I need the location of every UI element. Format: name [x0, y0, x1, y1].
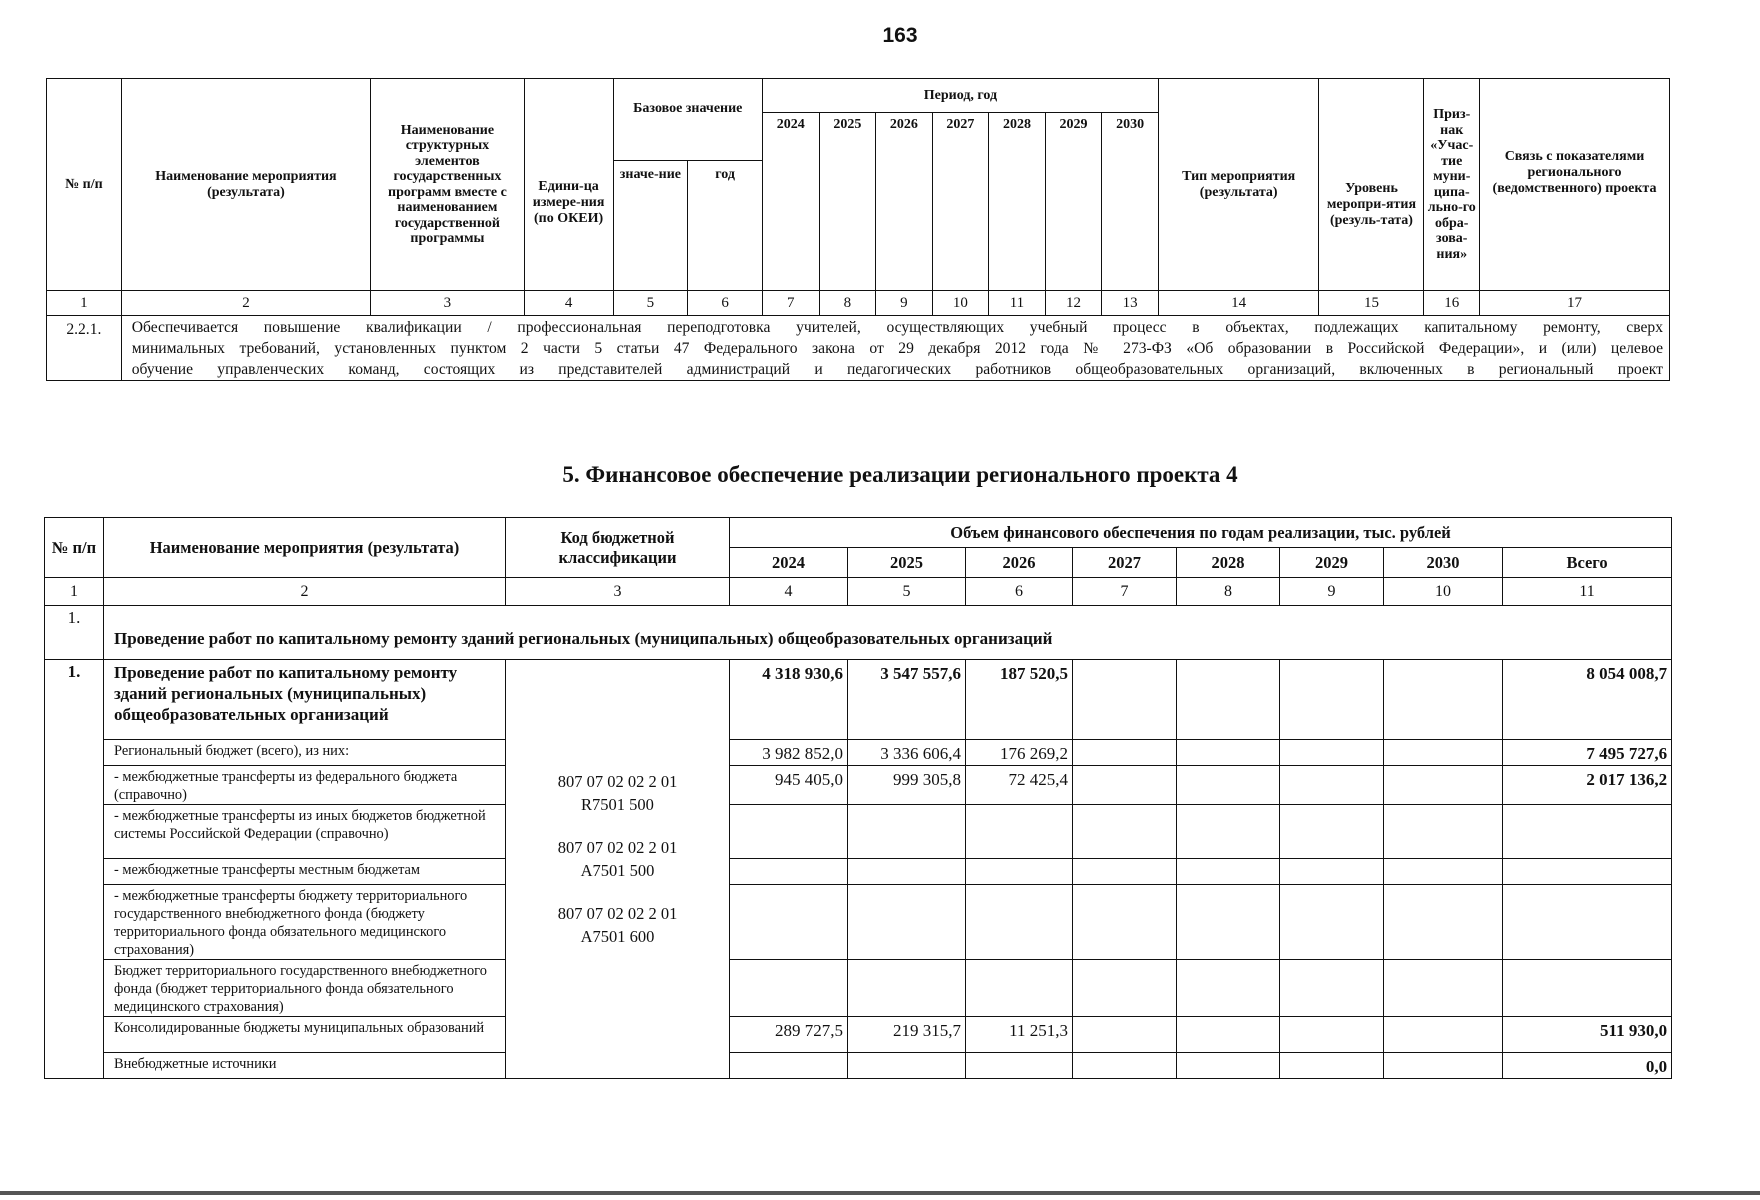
t2-row — [45, 960, 1672, 1017]
t2-value-v2027 — [1073, 1017, 1177, 1053]
t1-header-base-year: год — [688, 161, 763, 291]
t1-col-number: 3 — [371, 291, 525, 316]
t2-value-v2025 — [848, 859, 966, 885]
t2-value-v2029 — [1280, 660, 1384, 740]
t2-value-v2029 — [1280, 805, 1384, 859]
t2-year: 2025 — [848, 548, 966, 578]
t2-value-v2024: 945 405,0 — [730, 766, 848, 805]
t2-value-v2028 — [1177, 885, 1280, 960]
t2-value-total — [1503, 859, 1672, 885]
t2-value-v2025 — [848, 960, 966, 1017]
t1-col-number: 17 — [1480, 291, 1670, 316]
t2-value-v2025 — [848, 885, 966, 960]
t2-year: 2029 — [1280, 548, 1384, 578]
t2-row-name: Региональный бюджет (всего), из них: — [104, 740, 506, 766]
t1-row-2-2-1 — [47, 316, 1670, 381]
t2-value-v2030 — [1384, 885, 1503, 960]
t1-col-number: 2 — [121, 291, 370, 316]
t2-value-total — [1503, 805, 1672, 859]
t2-header-kbk: Код бюджетной классификации — [506, 518, 730, 578]
t2-row — [45, 1053, 1672, 1079]
t1-year: 2024 — [763, 113, 820, 291]
t2-value-v2027 — [1073, 859, 1177, 885]
t2-value-total — [1503, 960, 1672, 1017]
t2-value-v2024: 289 727,5 — [730, 1017, 848, 1053]
t2-value-v2027 — [1073, 885, 1177, 960]
t2-value-v2027 — [1073, 960, 1177, 1017]
t2-col-number: 4 — [730, 578, 848, 606]
t2-value-v2024: 4 318 930,6 — [730, 660, 848, 740]
t2-row — [45, 859, 1672, 885]
t2-value-v2027 — [1073, 805, 1177, 859]
page-number: 163 — [882, 24, 918, 47]
t2-value-v2030 — [1384, 660, 1503, 740]
t2-col-number: 10 — [1384, 578, 1503, 606]
t2-value-v2029 — [1280, 885, 1384, 960]
t2-kbk-line: R7501 500 — [581, 795, 654, 814]
t2-row-name: - межбюджетные трансферты из иных бюджетов бюджетной системы Российской Федерации (справочно) — [104, 805, 506, 859]
t2-value-v2026: 11 251,3 — [966, 1017, 1073, 1053]
t2-value-v2030 — [1384, 1053, 1503, 1079]
t2-value-v2026 — [966, 805, 1073, 859]
t1-col-number: 16 — [1424, 291, 1480, 316]
t2-value-total: 511 930,0 — [1503, 1017, 1672, 1053]
t2-value-v2024 — [730, 885, 848, 960]
t2-col-number: 2 — [104, 578, 506, 606]
t1-row-line: минимальных требований, установленных пунктом 2 части 5 статьи 47 Федерального закона от 29 декабря 2012 года № 273-ФЗ «Об образовании в Российской Федерации», и (или) целевое — [131, 340, 1663, 357]
t2-col-number: 8 — [1177, 578, 1280, 606]
t2-value-v2026: 72 425,4 — [966, 766, 1073, 805]
t2-row — [45, 805, 1672, 859]
t1-header-base: Базовое значение — [613, 79, 762, 161]
t1-col-number: 8 — [819, 291, 876, 316]
t1-row-num: 2.2.1. — [47, 316, 122, 381]
t2-value-v2027 — [1073, 766, 1177, 805]
t1-header-structural: Наименование структурных элементов государственных программ вместе с наименованием государственной программы — [371, 79, 525, 291]
t2-group-row — [45, 606, 1672, 660]
t1-year: 2028 — [989, 113, 1046, 291]
t2-value-v2024 — [730, 960, 848, 1017]
t2-value-v2029 — [1280, 960, 1384, 1017]
t1-col-number: 15 — [1319, 291, 1424, 316]
financing-table — [44, 517, 1672, 1079]
t1-header-num: № п/п — [47, 79, 122, 291]
t2-value-v2027 — [1073, 660, 1177, 740]
t2-value-v2030 — [1384, 740, 1503, 766]
t2-kbk-line: 807 07 02 02 2 01 — [557, 772, 678, 791]
t2-value-v2028 — [1177, 805, 1280, 859]
t1-header-name: Наименование мероприятия (результата) — [121, 79, 370, 291]
t1-col-number: 12 — [1045, 291, 1102, 316]
t2-row-name: Внебюджетные источники — [104, 1053, 506, 1079]
t1-col-number: 6 — [688, 291, 763, 316]
t1-row-line: Обеспечивается повышение квалификации / профессиональная переподготовка учителей, осуществляющих учебный процесс в объектах, подлежащих капитальному ремонту, сверх — [131, 319, 1663, 336]
t1-header-base-value: значе-ние — [613, 161, 688, 291]
t2-value-v2028 — [1177, 766, 1280, 805]
t2-header-name: Наименование мероприятия (результата) — [104, 518, 506, 578]
page-bottom-rule — [0, 1191, 1760, 1195]
t2-header-volume: Объем финансового обеспечения по годам реализации, тыс. рублей — [730, 518, 1672, 548]
t2-row — [45, 885, 1672, 960]
t2-value-v2027 — [1073, 1053, 1177, 1079]
t2-header-num: № п/п — [45, 518, 104, 578]
t2-col-number: 5 — [848, 578, 966, 606]
t2-value-v2024 — [730, 859, 848, 885]
t2-row-name: - межбюджетные трансферты бюджету территориального государственного внебюджетного фонда (бюджету территориального фонда обязательного медицинского страхования) — [104, 885, 506, 960]
t2-value-v2024 — [730, 805, 848, 859]
t1-col-number: 9 — [876, 291, 933, 316]
t2-value-v2028 — [1177, 1053, 1280, 1079]
t2-value-total: 0,0 — [1503, 1053, 1672, 1079]
t2-value-v2030 — [1384, 960, 1503, 1017]
t2-row-num: 1. — [45, 660, 104, 1079]
section-title: 5. Финансовое обеспечение реализации регионального проекта 4 — [562, 462, 1238, 487]
t2-value-v2026 — [966, 1053, 1073, 1079]
t1-col-number: 4 — [524, 291, 613, 316]
t2-value-v2026: 187 520,5 — [966, 660, 1073, 740]
t2-year: 2030 — [1384, 548, 1503, 578]
t2-value-v2028 — [1177, 1017, 1280, 1053]
t2-value-v2024 — [730, 1053, 848, 1079]
t2-kbk-line: A7501 600 — [580, 927, 655, 946]
t2-col-number: 11 — [1503, 578, 1672, 606]
t2-value-v2030 — [1384, 1017, 1503, 1053]
t1-year: 2030 — [1102, 113, 1159, 291]
t2-kbk-code — [509, 902, 726, 948]
t2-col-number: 7 — [1073, 578, 1177, 606]
t2-col-number: 1 — [45, 578, 104, 606]
t1-row-line: обучение управленческих команд, состоящих из представителей администраций и педагогических работников общеобразовательных организаций, включенных в региональный проект — [131, 361, 1663, 378]
t2-col-number: 3 — [506, 578, 730, 606]
t1-header-link: Связь с показателями регионального (ведомственного) проекта — [1480, 79, 1670, 291]
t2-value-v2026 — [966, 885, 1073, 960]
t1-year: 2025 — [819, 113, 876, 291]
t2-row-name: Бюджет территориального государственного внебюджетного фонда (бюджет территориального фонда обязательного медицинского страхования) — [104, 960, 506, 1017]
t2-value-v2030 — [1384, 766, 1503, 805]
t2-value-v2028 — [1177, 960, 1280, 1017]
t2-row-name: Проведение работ по капитальному ремонту зданий региональных (муниципальных) общеобразовательных организаций — [104, 660, 506, 740]
t2-column-numbers — [45, 578, 1672, 606]
t2-row — [45, 660, 1672, 740]
t1-year: 2029 — [1045, 113, 1102, 291]
t1-col-number: 1 — [47, 291, 122, 316]
t2-kbk-cell — [506, 660, 730, 1079]
t2-col-number: 9 — [1280, 578, 1384, 606]
t1-header-sign: Приз-нак «Учас-тие муни-ципа-льно-го обра-зова-ния» — [1424, 79, 1480, 291]
t2-row-name: - межбюджетные трансферты из федерального бюджета (справочно) — [104, 766, 506, 805]
t2-value-v2029 — [1280, 766, 1384, 805]
t1-header-unit: Едини-ца измере-ния (по ОКЕИ) — [524, 79, 613, 291]
t1-col-number: 10 — [932, 291, 989, 316]
t2-year: 2028 — [1177, 548, 1280, 578]
t2-value-v2028 — [1177, 660, 1280, 740]
t1-col-number: 14 — [1158, 291, 1319, 316]
t1-header-type: Тип мероприятия (результата) — [1158, 79, 1319, 291]
t2-value-v2030 — [1384, 805, 1503, 859]
t2-group-num: 1. — [45, 606, 104, 660]
t1-col-number: 13 — [1102, 291, 1159, 316]
t2-value-v2025 — [848, 805, 966, 859]
t2-value-v2029 — [1280, 740, 1384, 766]
t2-row-name: Консолидированные бюджеты муниципальных образований — [104, 1017, 506, 1053]
t2-group-title: Проведение работ по капитальному ремонту зданий региональных (муниципальных) общеобразовательных организаций — [104, 606, 1672, 660]
t2-value-v2029 — [1280, 859, 1384, 885]
t2-value-v2029 — [1280, 1053, 1384, 1079]
t2-kbk-line: A7501 500 — [580, 861, 655, 880]
t2-year: 2026 — [966, 548, 1073, 578]
t2-value-v2025: 219 315,7 — [848, 1017, 966, 1053]
t2-value-v2028 — [1177, 740, 1280, 766]
t2-value-v2030 — [1384, 859, 1503, 885]
t2-value-total — [1503, 885, 1672, 960]
t1-year: 2026 — [876, 113, 933, 291]
t2-col-number: 6 — [966, 578, 1073, 606]
t1-col-number: 5 — [613, 291, 688, 316]
t2-value-v2025 — [848, 1053, 966, 1079]
t2-value-v2025: 3 336 606,4 — [848, 740, 966, 766]
t2-value-v2026 — [966, 960, 1073, 1017]
indicators-table — [46, 78, 1670, 381]
t2-kbk-code — [509, 836, 726, 882]
t2-value-v2028 — [1177, 859, 1280, 885]
t1-year: 2027 — [932, 113, 989, 291]
t2-value-total: 2 017 136,2 — [1503, 766, 1672, 805]
t1-header-period: Период, год — [763, 79, 1159, 113]
t2-kbk-line: 807 07 02 02 2 01 — [557, 904, 678, 923]
t2-header-total: Всего — [1503, 548, 1672, 578]
t2-value-v2026: 176 269,2 — [966, 740, 1073, 766]
t2-value-total: 7 495 727,6 — [1503, 740, 1672, 766]
t2-row-name: - межбюджетные трансферты местным бюджетам — [104, 859, 506, 885]
t2-row — [45, 766, 1672, 805]
t2-value-v2029 — [1280, 1017, 1384, 1053]
t1-column-numbers — [47, 291, 1670, 316]
t2-year: 2027 — [1073, 548, 1177, 578]
t2-year: 2024 — [730, 548, 848, 578]
t2-value-v2024: 3 982 852,0 — [730, 740, 848, 766]
t1-col-number: 11 — [989, 291, 1046, 316]
t2-value-v2025: 999 305,8 — [848, 766, 966, 805]
t1-col-number: 7 — [763, 291, 820, 316]
t2-value-total: 8 054 008,7 — [1503, 660, 1672, 740]
t2-value-v2025: 3 547 557,6 — [848, 660, 966, 740]
t2-row — [45, 740, 1672, 766]
t2-value-v2026 — [966, 859, 1073, 885]
t2-value-v2027 — [1073, 740, 1177, 766]
t1-header-level: Уровень меропри-ятия (резуль-тата) — [1319, 79, 1424, 291]
t2-row — [45, 1017, 1672, 1053]
t2-kbk-line: 807 07 02 02 2 01 — [557, 838, 678, 857]
t2-kbk-code — [509, 770, 726, 816]
t1-row-description — [121, 316, 1669, 381]
